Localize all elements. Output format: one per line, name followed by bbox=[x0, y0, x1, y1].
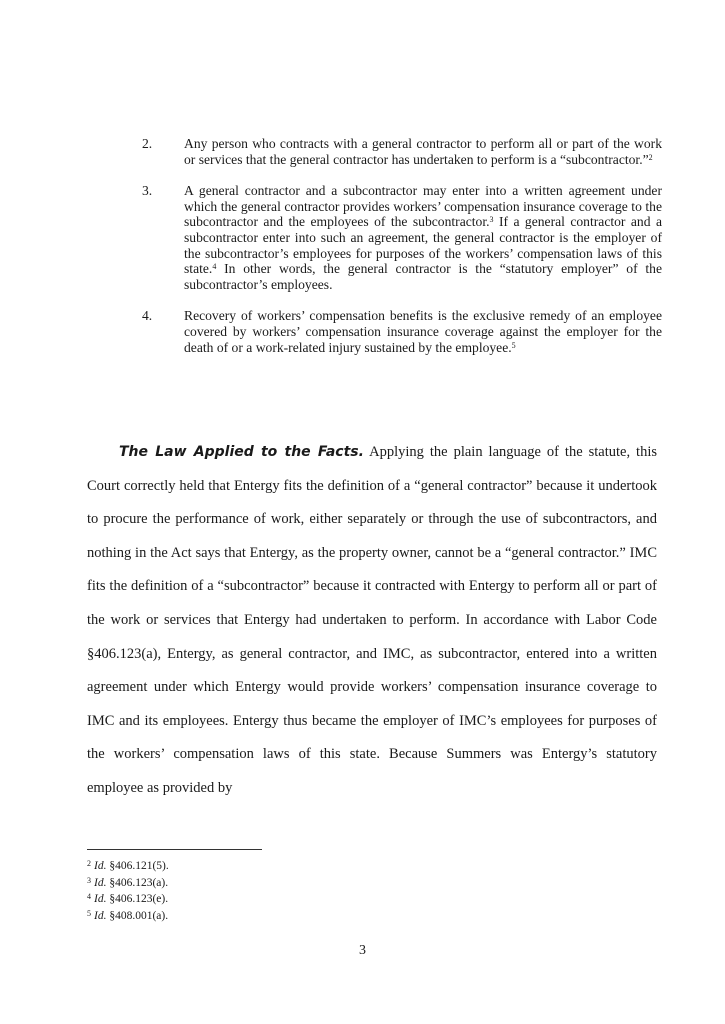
list-number: 4. bbox=[142, 308, 153, 324]
footnote-ref: 5 bbox=[511, 340, 516, 350]
page-number: 3 bbox=[359, 943, 366, 958]
footnote-divider bbox=[87, 849, 262, 850]
list-item-text: Any person who contracts with a general contractor to perform all or part of the work or services that the general contractor has undertaken to perform is a “subcontractor.”$^2$ bbox=[184, 136, 662, 167]
list-number: 3. bbox=[142, 183, 153, 199]
footnote-ref: 3 bbox=[489, 215, 494, 225]
list-item bbox=[142, 136, 662, 167]
body-paragraph bbox=[87, 436, 657, 806]
footnote: $^5$ Id. §408.001(a). bbox=[87, 908, 169, 922]
footnote-ref: 2 bbox=[648, 152, 653, 162]
footnote: $^2$ Id. §406.121(5). bbox=[87, 859, 169, 872]
footnote-ref: 4 bbox=[212, 262, 217, 272]
footnotes bbox=[87, 857, 169, 923]
footnote: $^3$ Id. §406.123(a). bbox=[87, 875, 169, 889]
list-item-text: Recovery of workers’ compensation benefits is the exclusive remedy of an employee covered by workers’ compensation insurance coverage against the employer for the death of or a work-related injury sustained by the employee.$^5$ bbox=[184, 308, 662, 355]
list-item bbox=[142, 308, 662, 355]
paragraph-text: Applying the plain language of the statute, this Court correctly held that Entergy fits the definition of a “general contractor” because it undertook to procure the performance of work, either separately or through the use of subcontractors, and nothing in the Act says that Entergy, as the property owner, cannot be a “general contractor.” IMC fits the definition of a “subcontractor” because it contracted with Entergy to perform all or part of the work or services that Entergy had undertaken to perform. In accordance with Labor Code §406.123(a), Entergy, as general contractor, and IMC, as subcontractor, entered into a written agreement under which Entergy would provide workers’ compensation insurance coverage to IMC and its employees. Entergy thus became the employer of IMC’s employees for purposes of the workers’ compensation laws of this state. Because Summers was Entergy’s statutory employee as provided by bbox=[87, 444, 658, 796]
section-heading: The Law Applied to the Facts. bbox=[119, 444, 364, 460]
list-item-text: A general contractor and a subcontractor may enter into a written agreement under which the general contractor provides workers’ compensation insurance coverage to the subcontractor and the employees of the subcontractor.$^3$ If a general contractor and a subcontractor enter into such an agreement, the general contractor is the employer of the subcontractor’s employees for purposes of the workers’ compensation laws of this state.$^4$ In other words, the general contractor is the “statutory employer” of the subcontractor’s employees. bbox=[184, 183, 662, 292]
list-item bbox=[142, 183, 662, 292]
footnote: $^4$ Id. §406.123(e). bbox=[87, 892, 169, 906]
numbered-list bbox=[142, 136, 662, 371]
list-number: 2. bbox=[142, 136, 153, 151]
